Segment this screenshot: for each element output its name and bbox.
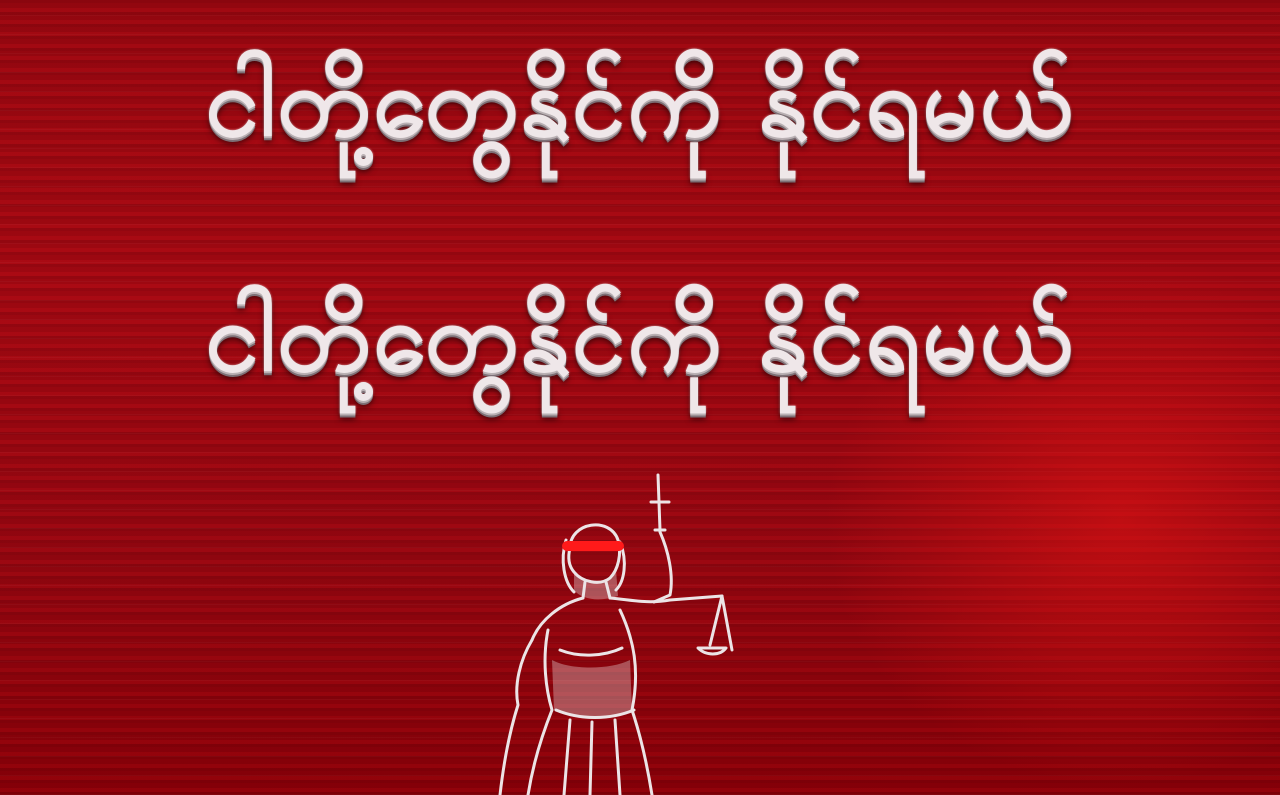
blindfold-icon (562, 541, 624, 551)
lady-justice-icon (470, 470, 770, 795)
headline-line-2: ငါတို့တွေနိုင်ကို နိုင်ရမယ် (205, 281, 1075, 393)
sword-icon (651, 475, 669, 530)
scales-icon (698, 596, 732, 654)
headline-line-1: ငါတို့တွေနိုင်ကို နိုင်ရမယ် (205, 46, 1075, 158)
